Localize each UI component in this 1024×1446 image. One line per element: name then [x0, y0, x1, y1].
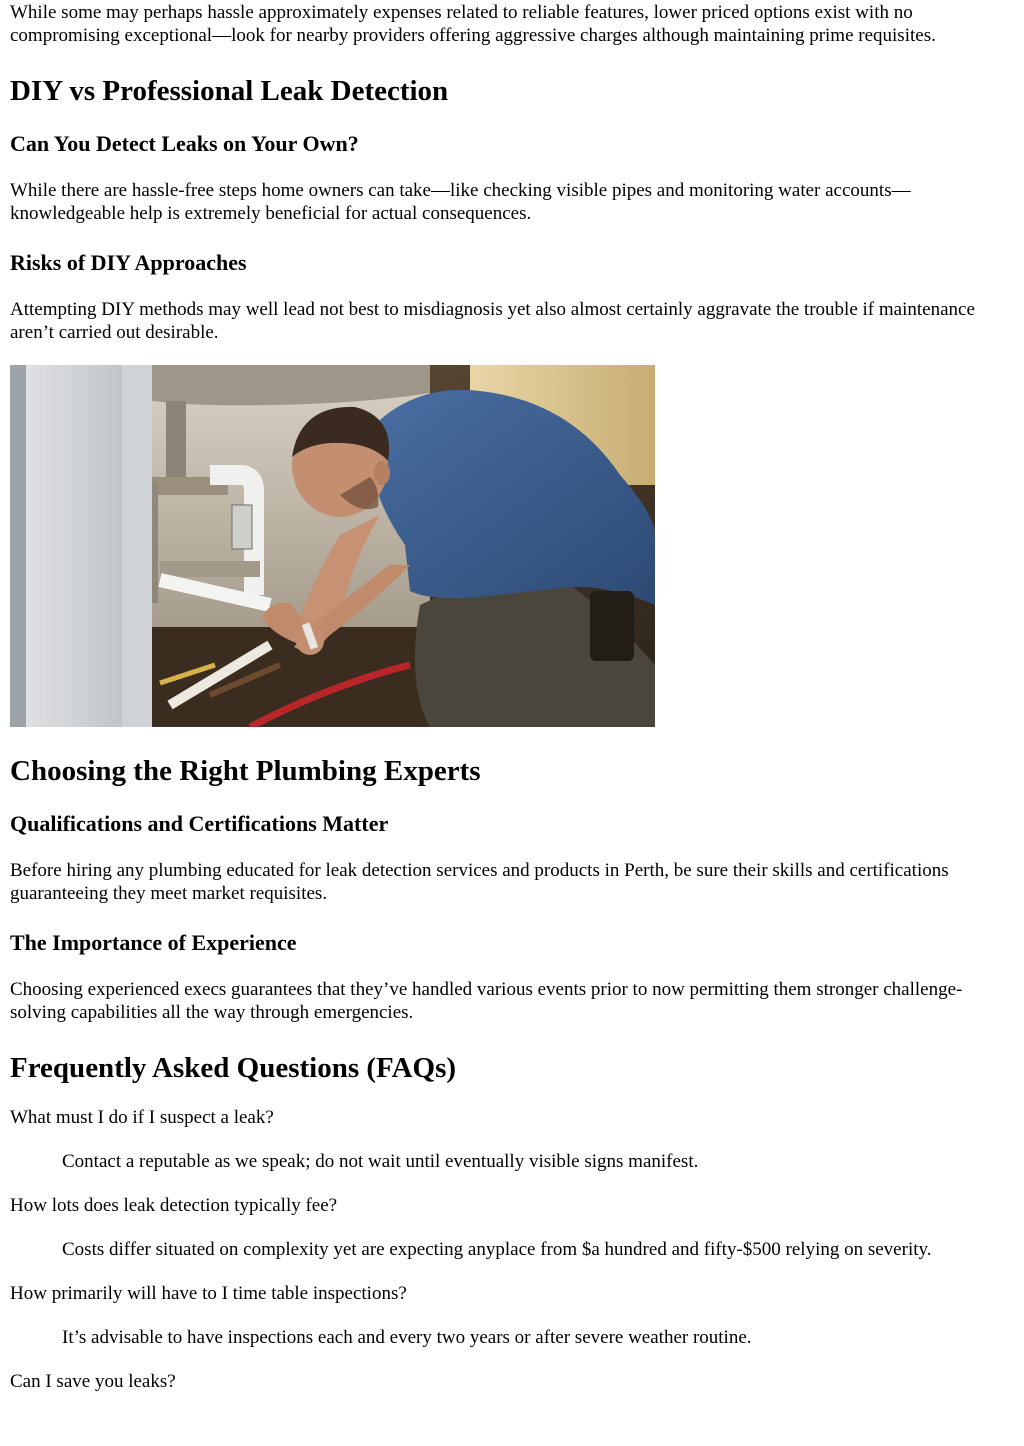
section-heading-choose: Choosing the Right Plumbing Experts	[10, 755, 481, 787]
article	[10, 0, 1014, 1393]
paragraph-diy-risks: Attempting DIY methods may well lead not best to misdiagnosis yet also almost certainly aggravate the trouble if maintenance aren’t carried out desirable.	[10, 299, 975, 343]
faq-list	[10, 1106, 1014, 1393]
section-heading-diy: DIY vs Professional Leak Detection	[10, 75, 449, 107]
faq-question: Can I save you leaks?	[10, 1371, 176, 1392]
faq-question: How lots does leak detection typically fee?	[10, 1195, 338, 1216]
paragraph-detect-own: While there are hassle-free steps home owners can take—like checking visible pipes and monitoring water accounts—knowledgeable help is extremely beneficial for actual consequences.	[10, 180, 911, 224]
subheading-diy-risks: Risks of DIY Approaches	[10, 250, 247, 275]
faq-answer: Contact a reputable as we speak; do not wait until eventually visible signs manifest.	[62, 1151, 699, 1172]
faq-answer: Costs differ situated on complexity yet are expecting anyplace from $a hundred and fifty-$500 relying on severity.	[62, 1239, 932, 1260]
subheading-qualifications: Qualifications and Certifications Matter	[10, 811, 389, 836]
faq-question: What must I do if I suspect a leak?	[10, 1107, 274, 1128]
subheading-experience: The Importance of Experience	[10, 930, 297, 955]
plumber-photo	[10, 365, 655, 727]
paragraph-qualifications: Before hiring any plumbing educated for leak detection services and products in Perth, be sure their skills and certifications guaranteeing they meet market requisites.	[10, 860, 949, 904]
subheading-detect-own: Can You Detect Leaks on Your Own?	[10, 131, 359, 156]
section-heading-faq: Frequently Asked Questions (FAQs)	[10, 1052, 457, 1084]
faq-question: How primarily will have to I time table inspections?	[10, 1283, 407, 1304]
faq-answer: It’s advisable to have inspections each and every two years or after severe weather routine.	[62, 1327, 752, 1348]
paragraph-experience: Choosing experienced execs guarantees that they’ve handled various events prior to now permitting them stronger challenge-solving capabilities all the way through emergencies.	[10, 979, 963, 1023]
intro-paragraph: While some may perhaps hassle approximately expenses related to reliable features, lower priced options exist with no compromising exceptional—look for nearby providers offering aggressive charges although maintaining prime requisites.	[10, 2, 936, 46]
